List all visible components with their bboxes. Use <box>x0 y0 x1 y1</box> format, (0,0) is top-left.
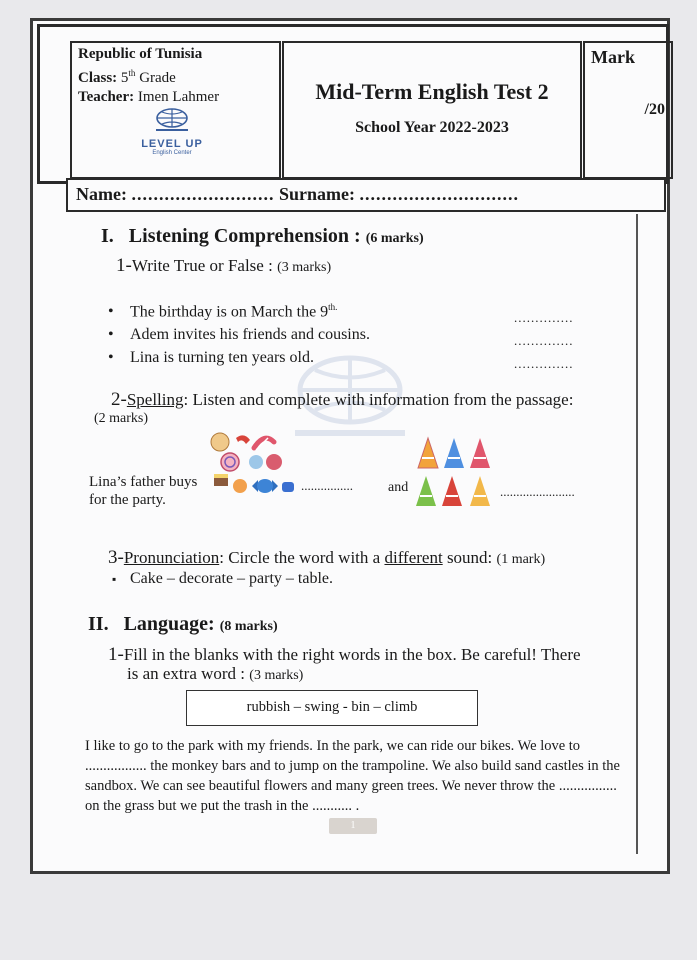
section1-marks: (6 marks) <box>365 231 424 246</box>
q2-line1: Lina’s father buys <box>89 474 198 490</box>
q1-marks: (3 marks) <box>277 260 332 275</box>
section2-heading <box>88 613 278 636</box>
surname-field[interactable]: ............................. <box>359 184 519 204</box>
name-label: Name: <box>76 184 127 204</box>
fill-in-paragraph: I like to go to the park with my friends. In the park, we can ride our bikes. We love to ................. the monkey bars and to jump on the trampoline. We also build sand castles in the sandbox. We can see beautiful flowers and many green trees. We never throw the ................ on the grass but we put the trash in the ........... . <box>85 738 620 814</box>
q3-heading <box>108 547 545 569</box>
mark-value: /20 <box>644 101 665 118</box>
q3-words: ▪ Cake – decorate – party – table. <box>112 570 333 588</box>
q2-line2: for the party. <box>89 492 166 508</box>
logo-subtext: English Center <box>152 150 192 156</box>
section2-title: Language: <box>123 613 215 635</box>
q1-num: 1- <box>116 255 132 276</box>
page-border-right <box>636 214 638 854</box>
country: Republic of Tunisia <box>78 46 203 62</box>
q3-num: 3- <box>108 547 124 568</box>
logo-text: LEVEL UP <box>141 138 203 150</box>
q2-and: and <box>388 480 409 495</box>
q2-text: : Listen and complete with information from the passage: <box>183 390 574 409</box>
q2-num: 2- <box>111 389 127 410</box>
info-cell <box>70 41 281 179</box>
header-box <box>37 24 669 184</box>
q2-blank-1[interactable]: ................ <box>301 478 353 493</box>
section1-heading <box>101 225 424 248</box>
q3-underlined: different <box>384 548 443 567</box>
q3-text-b: sound: <box>442 548 497 567</box>
class-value: 5 <box>120 70 129 86</box>
school-year: School Year 2022-2023 <box>355 119 509 136</box>
section2-marks: (8 marks) <box>219 619 278 634</box>
section1-numeral: I. <box>101 225 114 247</box>
answer-blank-2[interactable]: .............. <box>514 333 574 348</box>
true-false-list <box>108 296 370 369</box>
answer-blank-3[interactable]: .............. <box>514 356 574 371</box>
teacher-label: Teacher: <box>78 89 135 105</box>
section2-numeral: II. <box>88 613 109 635</box>
class-label: Class: <box>78 70 118 86</box>
name-row <box>66 178 666 212</box>
list-item: • Adem invites his friends and cousins. <box>108 323 370 346</box>
party-hats-icon-bottom <box>412 472 496 508</box>
q3-label: Pronunciation <box>123 548 220 567</box>
class-sup: th <box>128 68 136 78</box>
section2-q1-line1: 1-Fill in the blanks with the right words in the box. Be careful! There <box>108 644 581 665</box>
q2-marks: (2 marks) <box>94 411 149 426</box>
q2-blank-2[interactable]: ....................... <box>500 484 575 499</box>
section1-title: Listening Comprehension : <box>128 225 361 247</box>
title-cell <box>282 41 582 179</box>
name-field[interactable]: .......................... <box>131 184 275 204</box>
answer-blank-1[interactable]: .............. <box>514 310 574 325</box>
globe-icon <box>152 107 192 133</box>
list-item: • The birthday is on March the $9^{th.}$ <box>108 296 370 323</box>
level-up-logo <box>132 107 212 156</box>
surname-label: Surname: <box>278 184 355 204</box>
q3-text-a: : Circle the word with a <box>219 548 385 567</box>
list-item: • Lina is turning ten years old. <box>108 346 370 369</box>
mark-label: Mark <box>591 47 635 67</box>
q3-marks: (1 mark) <box>496 552 546 567</box>
test-title: Mid-Term English Test 2 <box>315 79 549 104</box>
page-number: 1 <box>329 818 377 834</box>
section2-q1-line2: is an extra word : (3 marks) <box>127 664 304 683</box>
sweets-candy-icon <box>206 430 298 502</box>
q1-heading <box>116 255 331 277</box>
class-suffix: Grade <box>135 70 176 86</box>
party-hats-icon-top <box>414 434 494 470</box>
q2-heading <box>111 389 573 411</box>
q1-text: Write True or False : <box>131 256 278 275</box>
teacher-name: Imen Lahmer <box>134 89 220 105</box>
q2-label: Spelling <box>126 390 184 409</box>
word-box: rubbish – swing - bin – climb <box>186 690 478 726</box>
mark-cell <box>583 41 673 179</box>
